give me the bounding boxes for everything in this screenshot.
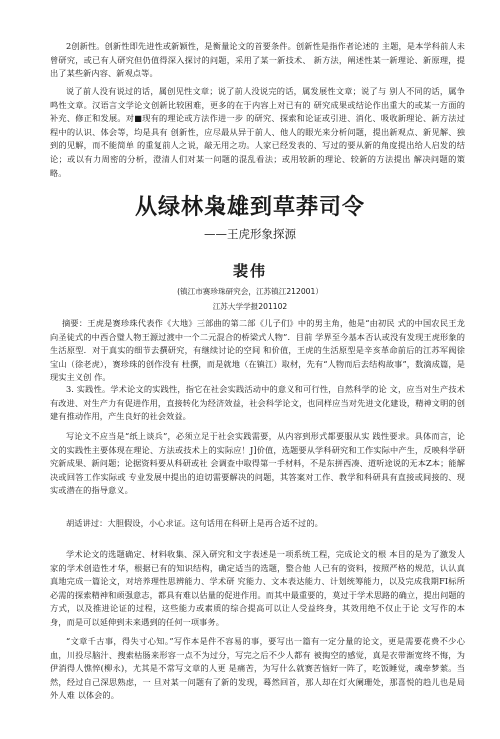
journal-reference: 江苏大学学报201102 <box>212 302 288 311</box>
paragraph-thesis-process: 学术论文的选题确定、材料收集、深入研究和文字表述是一项系统工程，完成论文的根 本目的是为了激发人家的学术创造性才华，根据已有的知识结构，确定适当的选题，整合他 人已有的资料，按照严格的规范，认认真真地完成一篇论文，对培养理性思辨能力、学术研 究能力、文本表达能力、计划统筹能力，以及完成我期FI标所必需的探索精神和顽强意志，都具有难以估量的促进作用。而其中最重要的，莫过于学术思路的确立，提出问题的方式，以及推进论证的过程，这些能力或素质的综合提高可以让人受益终身，其效用绝不仅止于论 文写作的本身，而是可以延伸到未来遇到的任何一项事务。 <box>50 549 465 627</box>
article-subtitle: ——王虎形象探源 <box>204 227 296 241</box>
article-title: 从绿林枭雄到草莽司令 <box>134 195 365 220</box>
paragraph-practice-requirement: 写论文不应当是“纸上谈兵”，必须立足于社会实践需要，从内容到形式都要服从实 践性要求。具体而言，论文的实践性主要体现在理论、方法或技术上的实际应！J]价值，选题要从学科研究和工作实际中产生，反映科学研究新成果、新问题；论据资料要从科研或社 会调查中取得第一手材料，不是东拼西凑、道听途说的无本Z本；能解决或回答工作实际或 专业发展中提出的迫切需要解决的问题，其答案对工作、教学和科研具有直接或间接的、现 实或潜在的指导意义。 <box>50 431 465 496</box>
paragraph-innovation: 2创新性。创新性即先进性或新颖性，是衡量论文的首要条件。创新性是指作者论述的 主题，是本学科前人未曾研究，或已有人研究但仍值得深入探讨的问题，采用了某一新技术、 新方法，阐述性某一新理论、新原理，提出了某些新内容、新观点等。 <box>50 41 465 79</box>
article-author: 裴伟 <box>232 262 267 280</box>
author-affiliation: (镇江市赛珍珠研究会，江苏镇江212001） <box>177 287 323 296</box>
paragraph-innovation-detail: 说了前人没有说过的话，属创见性文章；说了前人没说完的话，属发展性文章；说了与 别人不同的话，属争鸣性文章。汉语言文学论文创新比较困难，更多的在于内容上对已有的 研究成果或结论作出重大的或某一方面的补充、修正和发展。对■现有的理论或方法作进一步 的研究、探索和论证或引进、消化、吸收新理论、新方法过程中的认识、体会等，均是具有 创新性，应尽最从异于前人、他人的眼光来分析问题，提出新观点、新见解、独到的见解，而不能简单 的重复前人之说，敲无用之功。人家已经发表的、写过的要从新的角度提出给人启发的结论；或以有力周密的分析，澄清人们对某一问题的混乱看法；或用较新的理论、较新的方法提出 解决问题的策略。 <box>50 86 465 178</box>
paragraph-writing-hardship: “文章千古事，得失寸心知。”写作本是件不容易的事，要写出一篇有一定分量的论文，更是需要花费不少心血，川投尽脑汁、搜索枯肠来形容一点不为过分，写完之后不少人都有 被掏空的感觉，真是衣带渐宽终不悔，为伊消得人憔悴(柳永)，尤其是不常写文章的人更 是痛苦，为写什么就赛苦恼好一阵了，吃饭睡觉，魂牵梦萦。当然，经过自己深思熟虑，一 旦对某一问题有了新的发现，蓦然回首，那人却在灯火阑珊处，那喜悦的趋儿也是局外人难 以体会的。 <box>50 636 465 701</box>
paragraph-abstract: 摘要：王虎是赛珍珠代表作《大地》三部曲的第二部《儿子们》中的男主角，他是“由初民 式的中国农民王龙向圣徒式的中西合璧人物王源过渡中一个二元混合的桥梁式人物”．目前 学界至今基本否认或没有发现王虎形象的生活原型．对于真实的细节去撰研究，有继续讨论的空间 和价值，王虎的生活原型是辛亥革命前后的江苏军阀徐宝山（徐老虎），赛珍珠的创作没有 杜撰，而是就地（在镇江）取材，先有“人物而后去结构故事”，数滴成篇，是现实主义创 作。 <box>50 318 465 383</box>
paragraph-hu-shi-quote: 胡适讲过：大胆假设，小心求证。这句话用在科研上是再合适不过的。 <box>66 518 323 528</box>
paragraph-practicality: 3. 实践性。学术论文的实践性，指它在社会实践活动中的意义和可行性，自然科学的论 文，应当对生产技术有改进、对生产力有促进作用，直接转化为经济效益，社会科学论文，也同样应当对先进文化建设，精神文明的创建有推动作用，产生良好的社会效益。 <box>50 384 465 422</box>
